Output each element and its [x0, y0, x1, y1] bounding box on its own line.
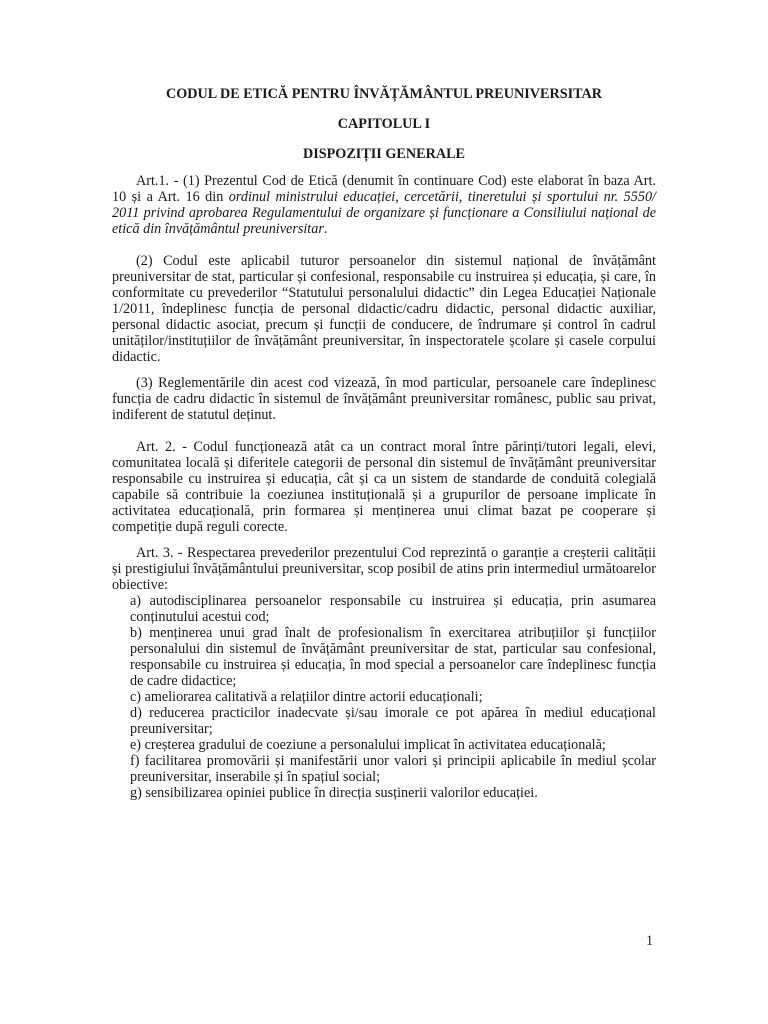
art1-p1-text: Art.1. - (1) Prezentul Cod de Etică (denumit în continuare Cod) este elaborat în baza Art. 10 și a Art. 16 din: [112, 173, 656, 205]
art1-paragraph-2: (2) Codul este aplicabil tuturor persoanelor din sistemul național de învățământ preuniversitar de stat, particular și confesional, responsabile cu instruirea și educația, și care, în conformitate cu prevederilor “Statutului personalului didactic” din Legea Educației Naționale 1/2011, îndeplinesc funcția de personal didactic/cadru didactic, personal didactic auxiliar, personal didactic asociat, precum și funcții de conducere, de îndrumare și control în cadrul unităților/instituțiilor de învățământ preuniversitar, în inspectoratele școlare și casele corpului didactic.: [112, 253, 656, 365]
list-item: g) sensibilizarea opiniei publice în direcția susținerii valorilor educației.: [130, 785, 538, 801]
list-item: c) ameliorarea calitativă a relațiilor dintre actorii educaționali;: [130, 689, 483, 705]
list-item: e) creșterea gradului de coeziune a personalului implicat în activitatea educațională;: [130, 737, 606, 753]
art1-paragraph-1: [112, 173, 656, 237]
chapter-number: CAPITOLUL I: [337, 116, 431, 132]
art1-paragraph-3: (3) Reglementările din acest cod vizează, în mod particular, persoanele care îndeplinesc funcția de cadru didactic în sistemul de învățământ preuniversitar românesc, public sau privat, indiferent de statutul deținut.: [112, 375, 656, 423]
art1-p1-end: .: [323, 221, 328, 237]
art2-paragraph: Art. 2. - Codul funcționează atât ca un contract moral între părinți/tutori legali, elevi, comunitatea locală și diferitele categorii de personal din sistemul de învățământ preuniversitar responsabile cu instruirea și educația, cât și ca un sistem de standarde de conduită colegială capabile să contribuie la coeziunea instituțională și a grupurilor de persoane implicate în activitatea educațională, prin formarea și menținerea unui climat bazat pe cooperare și competiție după reguli corecte.: [112, 439, 656, 535]
chapter-title: DISPOZIȚII GENERALE: [302, 146, 466, 162]
list-item: b) menținerea unui grad înalt de profesionalism în exercitarea atribuțiilor și funcțiilor personalului din sistemul de învățământ preuniversitar de stat, particular sau confesional, responsabile cu instruirea și educația, în mod special a persoanelor care îndeplinesc funcția de cadre didactice;: [130, 625, 656, 689]
art3-objectives-list: [112, 593, 656, 801]
list-item: d) reducerea practicilor inadecvate și/sau imorale ce pot apărea în mediul educațional preuniversitar;: [130, 705, 656, 737]
document-title: CODUL DE ETICĂ PENTRU ÎNVĂȚĂMÂNTUL PREUNIVERSITAR: [165, 86, 603, 102]
art1-p1-order-reference: ordinul ministrului educației, cercetării, tineretului și sportului nr. 5550/ 2011 privind aprobarea Regulamentului de organizare și funcționare a Consiliului național de etică din învățământul preuniversitar: [112, 189, 656, 237]
list-item: f) facilitarea promovării și manifestării unor valori și principii aplicabile în mediul școlar preuniversitar, inserabile și în spațiul social;: [130, 753, 656, 785]
art3-intro: Art. 3. - Respectarea prevederilor prezentului Cod reprezintă o garanție a creșterii calității și prestigiului învățământului preuniversitar, scop posibil de atins prin intermediul următoarelor obiective:: [112, 545, 656, 593]
page-number: 1: [646, 933, 654, 949]
list-item: a) autodisciplinarea persoanelor responsabile cu instruirea și educația, prin asumarea conținutului acestui cod;: [130, 593, 656, 625]
